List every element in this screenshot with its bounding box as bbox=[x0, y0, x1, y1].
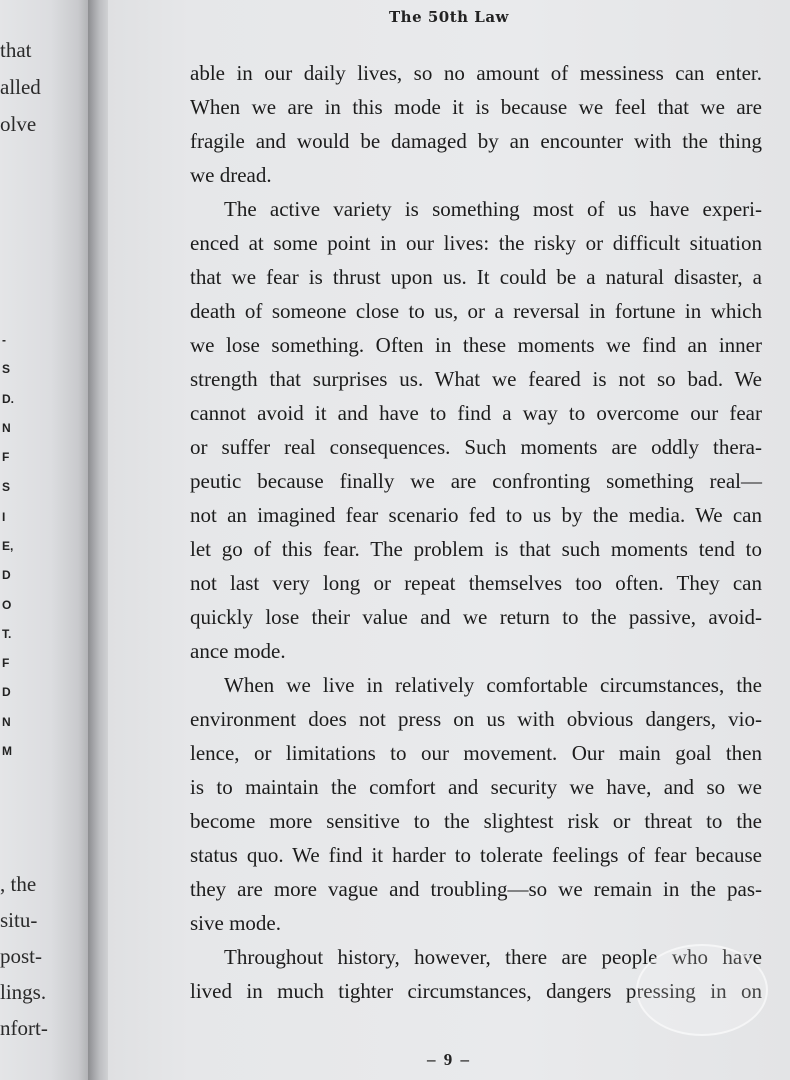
text-line: that we fear is thrust upon us. It could be a natural disaster, a bbox=[190, 265, 762, 289]
text-line: enced at some point in our lives: the risky or difficult situation bbox=[190, 231, 762, 255]
facing-page-text-line: that bbox=[0, 38, 32, 62]
text-line: strength that surprises us. What we feared is not so bad. We bbox=[190, 367, 762, 391]
text-line: not last very long or repeat themselves too often. They can bbox=[190, 571, 762, 595]
facing-page-text-line: nfort- bbox=[0, 1016, 48, 1040]
facing-page-caps-line: F bbox=[2, 450, 10, 464]
facing-page-caps-line: M bbox=[2, 744, 12, 758]
facing-page-caps-line: D. bbox=[2, 392, 14, 406]
text-line: or suffer real consequences. Such moments are oddly thera- bbox=[190, 435, 762, 459]
text-line: let go of this fear. The problem is that such moments tend to bbox=[190, 537, 762, 561]
text-line: fragile and would be damaged by an encounter with the thing bbox=[190, 129, 762, 153]
paragraph bbox=[190, 192, 762, 668]
page-number: – 9 – bbox=[427, 1050, 471, 1069]
text-line: lence, or limitations to our movement. Our main goal then bbox=[190, 741, 762, 765]
facing-page-text-line: olve bbox=[0, 112, 37, 136]
facing-page-caps-line: F bbox=[2, 656, 10, 670]
text-line: When we are in this mode it is because we feel that we are bbox=[190, 95, 762, 119]
text-line: status quo. We find it harder to tolerate feelings of fear because bbox=[190, 843, 762, 867]
text-line: death of someone close to us, or a reversal in fortune in which bbox=[190, 299, 762, 323]
facing-page-text-line: situ- bbox=[0, 908, 38, 932]
facing-page-caps-line: - bbox=[2, 333, 6, 347]
text-line: environment does not press on us with obvious dangers, vio- bbox=[190, 707, 762, 731]
text-line: sive mode. bbox=[190, 911, 281, 935]
text-line: they are more vague and troubling—so we remain in the pas- bbox=[190, 877, 762, 901]
facing-page-caps-line: D bbox=[2, 685, 11, 699]
text-line: lived in much tighter circumstances, dangers pressing in on bbox=[190, 979, 762, 1003]
facing-page-caps-line: I bbox=[2, 510, 6, 524]
facing-page-caps-line: S bbox=[2, 362, 11, 376]
facing-page-caps-line: N bbox=[2, 715, 11, 729]
running-head: The 50th Law bbox=[389, 8, 509, 26]
facing-page-caps-line: E, bbox=[2, 539, 14, 553]
facing-page-text-line: , the bbox=[0, 872, 37, 896]
facing-page-caps-line: O bbox=[2, 598, 12, 612]
text-line: Throughout history, however, there are people who have bbox=[224, 945, 762, 969]
facing-page bbox=[0, 0, 92, 1080]
watermark-seal bbox=[636, 944, 768, 1036]
text-line: ance mode. bbox=[190, 639, 286, 663]
text-line: become more sensitive to the slightest risk or threat to the bbox=[190, 809, 762, 833]
text-line: When we live in relatively comfortable circumstances, the bbox=[224, 673, 762, 697]
text-line: we lose something. Often in these moments we find an inner bbox=[190, 333, 762, 357]
paragraph bbox=[190, 56, 762, 192]
facing-page-text-line: lings. bbox=[0, 980, 47, 1004]
text-line: peutic because finally we are confronting something real— bbox=[190, 469, 762, 493]
text-line: is to maintain the comfort and security we have, and so we bbox=[190, 775, 762, 799]
facing-page-caps-line: D bbox=[2, 568, 11, 582]
text-line: able in our daily lives, so no amount of messiness can enter. bbox=[190, 61, 762, 85]
facing-page-caps-line: T. bbox=[2, 627, 12, 641]
facing-page-text-line: post- bbox=[0, 944, 42, 968]
facing-page-text-line: alled bbox=[0, 75, 41, 99]
text-line: cannot avoid it and have to find a way to overcome our fear bbox=[190, 401, 762, 425]
text-line: The active variety is something most of us have experi- bbox=[224, 197, 762, 221]
text-line: not an imagined fear scenario fed to us by the media. We can bbox=[190, 503, 762, 527]
body-text bbox=[190, 56, 762, 1008]
book-page bbox=[108, 0, 790, 1080]
text-line: we dread. bbox=[190, 163, 272, 187]
facing-page-caps-line: S bbox=[2, 480, 11, 494]
text-line: quickly lose their value and we return to the passive, avoid- bbox=[190, 605, 762, 629]
facing-page-caps-line: N bbox=[2, 421, 11, 435]
paragraph bbox=[190, 668, 762, 940]
